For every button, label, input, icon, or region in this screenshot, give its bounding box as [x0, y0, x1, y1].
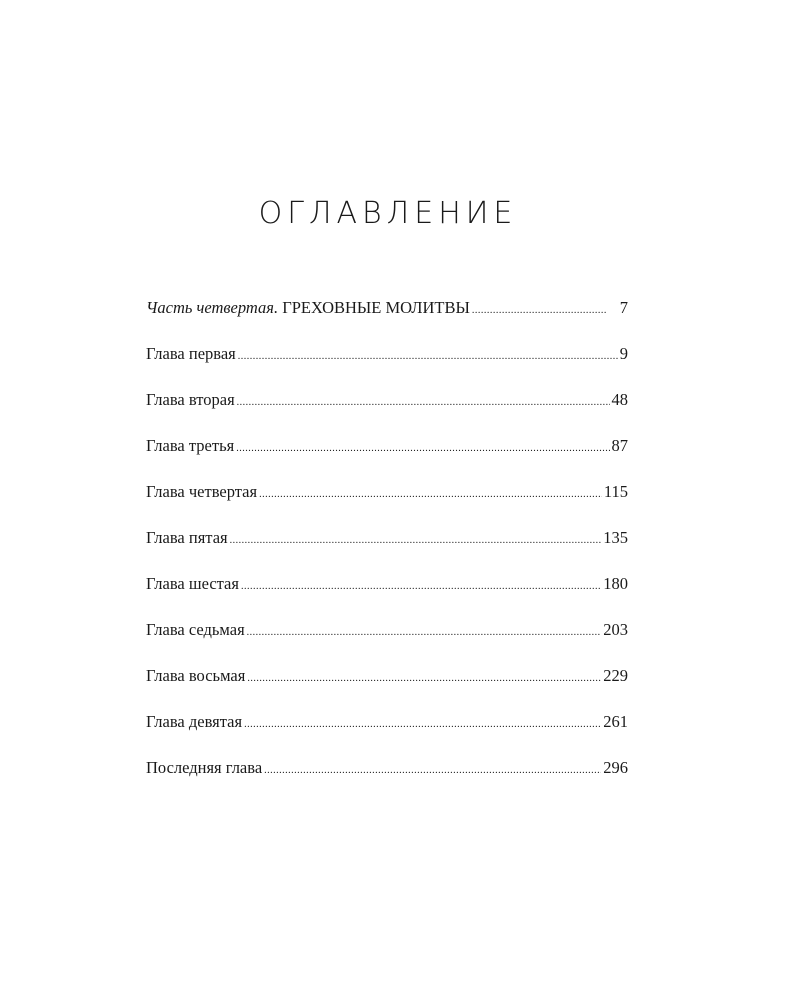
toc-leader-dots: [264, 757, 601, 785]
toc-entry-label: Глава девятая: [146, 712, 243, 731]
toc-entry-chapter-6: [146, 570, 628, 616]
toc-leader-dots: [247, 619, 602, 647]
toc-entry-chapter-9: [146, 708, 628, 754]
table-of-contents: [146, 294, 628, 800]
toc-leader-dots: [472, 297, 606, 325]
toc-entry-chapter-7: [146, 616, 628, 662]
toc-entry-page: 229: [603, 666, 628, 685]
toc-leader-dots: [236, 435, 609, 463]
toc-entry-page: 115: [603, 482, 628, 501]
toc-entry-chapter-3: [146, 432, 628, 478]
toc-entry-label: [146, 294, 470, 322]
toc-entry-page: 135: [603, 528, 628, 547]
toc-entry-label: Глава пятая: [146, 528, 228, 547]
toc-leader-dots: [237, 389, 610, 417]
toc-leader-dots: [244, 711, 601, 739]
toc-entry-label: Глава первая: [146, 344, 236, 363]
toc-entry-chapter-5: [146, 524, 628, 570]
toc-entry-title: ГРЕХОВНЫЕ МОЛИТВЫ: [282, 298, 470, 317]
toc-entry-label: Глава третья: [146, 436, 235, 455]
toc-entry-last-chapter: [146, 754, 628, 800]
toc-leader-dots: [230, 527, 602, 555]
toc-entry-chapter-1: [146, 340, 628, 386]
toc-entry-page: 180: [603, 574, 628, 593]
toc-entry-page: 296: [603, 758, 628, 777]
toc-entry-prefix: Часть четвертая.: [146, 298, 279, 317]
toc-entry-label: Последняя глава: [146, 758, 263, 777]
toc-entry-chapter-8: [146, 662, 628, 708]
toc-leader-dots: [238, 343, 618, 371]
toc-leader-dots: [247, 665, 601, 693]
toc-entry-page: 48: [611, 390, 628, 409]
toc-leader-dots: [241, 573, 601, 601]
toc-entry-page: 9: [619, 344, 628, 363]
toc-entry-chapter-2: [146, 386, 628, 432]
page-title: ОГЛАВЛЕНИЕ: [258, 196, 518, 231]
toc-leader-dots: [259, 481, 602, 509]
toc-entry-chapter-4: [146, 478, 628, 524]
toc-entry-page: 87: [611, 436, 628, 455]
toc-entry-label: Глава восьмая: [146, 666, 246, 685]
toc-entry-page: 261: [603, 712, 628, 731]
toc-entry-page: 7: [619, 298, 628, 317]
toc-entry-label: Глава шестая: [146, 574, 239, 593]
toc-entry-label: Глава вторая: [146, 390, 235, 409]
toc-entry-page: 203: [603, 620, 628, 639]
toc-entry-label: Глава четвертая: [146, 482, 258, 501]
toc-entry-part-four: [146, 294, 628, 340]
toc-entry-label: Глава седьмая: [146, 620, 245, 639]
